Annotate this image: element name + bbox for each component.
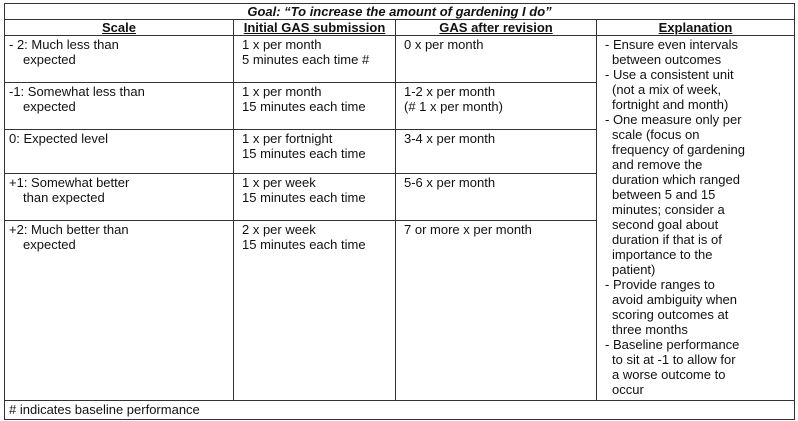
bullet-line: and remove the	[612, 157, 703, 172]
scale-cell	[5, 83, 234, 130]
cell-line: 0: Expected level	[9, 131, 109, 146]
cell-line: 1 x per month	[242, 37, 322, 52]
header-explanation: Explanation	[597, 20, 795, 36]
cell-line: 15 minutes each time	[242, 99, 366, 114]
cell-line: 0 x per month	[404, 37, 484, 52]
scale-cell	[5, 174, 234, 221]
header-initial: Initial GAS submission	[234, 20, 396, 36]
explanation-bullet	[605, 277, 790, 337]
cell-line: 5-6 x per month	[404, 175, 496, 190]
bullet-line: duration which ranged	[612, 172, 740, 187]
cell-line: expected	[23, 237, 76, 252]
goal-title: Goal: “To increase the amount of gardening I do”	[5, 4, 795, 20]
footnote: # indicates baseline performance	[5, 401, 795, 420]
explanation-bullet	[605, 337, 790, 397]
cell-line: 1 x per fortnight	[242, 131, 333, 146]
bullet-line: (not a mix of week,	[612, 82, 722, 97]
header-scale: Scale	[5, 20, 234, 36]
bullet-line: patient)	[612, 262, 656, 277]
explanation-bullet	[605, 37, 790, 67]
initial-cell	[234, 221, 396, 401]
cell-line: 3-4 x per month	[404, 131, 496, 146]
revised-cell	[396, 36, 597, 83]
explanation-bullet	[605, 112, 790, 277]
bullet-line: scoring outcomes at	[612, 307, 729, 322]
scale-cell	[5, 221, 234, 401]
bullet-line: importance to the	[612, 247, 713, 262]
bullet-line: minutes; consider a	[612, 202, 725, 217]
bullet-line: avoid ambiguity when	[612, 292, 738, 307]
bullet-line: between 5 and 15	[612, 187, 716, 202]
initial-cell	[234, 130, 396, 174]
cell-line: 15 minutes each time	[242, 146, 366, 161]
revised-cell	[396, 174, 597, 221]
bullet-line: - Provide ranges to	[605, 277, 715, 292]
bullet-line: - Ensure even intervals	[605, 37, 738, 52]
explanation-cell	[597, 36, 795, 401]
bullet-line: fortnight and month)	[612, 97, 729, 112]
revised-cell	[396, 130, 597, 174]
bullet-line: frequency of gardening	[612, 142, 745, 157]
scale-cell	[5, 36, 234, 83]
bullet-line: - Baseline performance	[605, 337, 740, 352]
cell-line: than expected	[23, 190, 105, 205]
bullet-line: duration if that is of	[612, 232, 722, 247]
cell-line: 15 minutes each time	[242, 237, 366, 252]
gas-table	[4, 3, 795, 420]
revised-cell	[396, 221, 597, 401]
bullet-line: scale (focus on	[612, 127, 700, 142]
explanation-bullet	[605, 67, 790, 112]
revised-cell	[396, 83, 597, 130]
bullet-line: between outcomes	[612, 52, 722, 67]
cell-line: 2 x per week	[242, 222, 316, 237]
bullet-line: occur	[612, 382, 644, 397]
bullet-line: three months	[612, 322, 688, 337]
cell-line: - 2: Much less than	[9, 37, 119, 52]
cell-line: (# 1 x per month)	[404, 99, 503, 114]
bullet-line: - Use a consistent unit	[605, 67, 734, 82]
table-row	[5, 36, 795, 83]
bullet-line: a worse outcome to	[612, 367, 726, 382]
cell-line: 1 x per month	[242, 84, 322, 99]
cell-line: 5 minutes each time #	[242, 52, 370, 67]
initial-cell	[234, 83, 396, 130]
cell-line: 15 minutes each time	[242, 190, 366, 205]
bullet-line: second goal about	[612, 217, 719, 232]
cell-line: 1-2 x per month	[404, 84, 496, 99]
cell-line: +1: Somewhat better	[9, 175, 130, 190]
cell-line: +2: Much better than	[9, 222, 129, 237]
cell-line: expected	[23, 52, 76, 67]
cell-line: -1: Somewhat less than	[9, 84, 145, 99]
header-revised: GAS after revision	[396, 20, 597, 36]
header-row	[5, 20, 795, 36]
bullet-line: - One measure only per	[605, 112, 742, 127]
initial-cell	[234, 36, 396, 83]
cell-line: 7 or more x per month	[404, 222, 532, 237]
initial-cell	[234, 174, 396, 221]
bullet-line: to sit at -1 to allow for	[612, 352, 736, 367]
cell-line: expected	[23, 99, 76, 114]
scale-cell	[5, 130, 234, 174]
cell-line: 1 x per week	[242, 175, 316, 190]
